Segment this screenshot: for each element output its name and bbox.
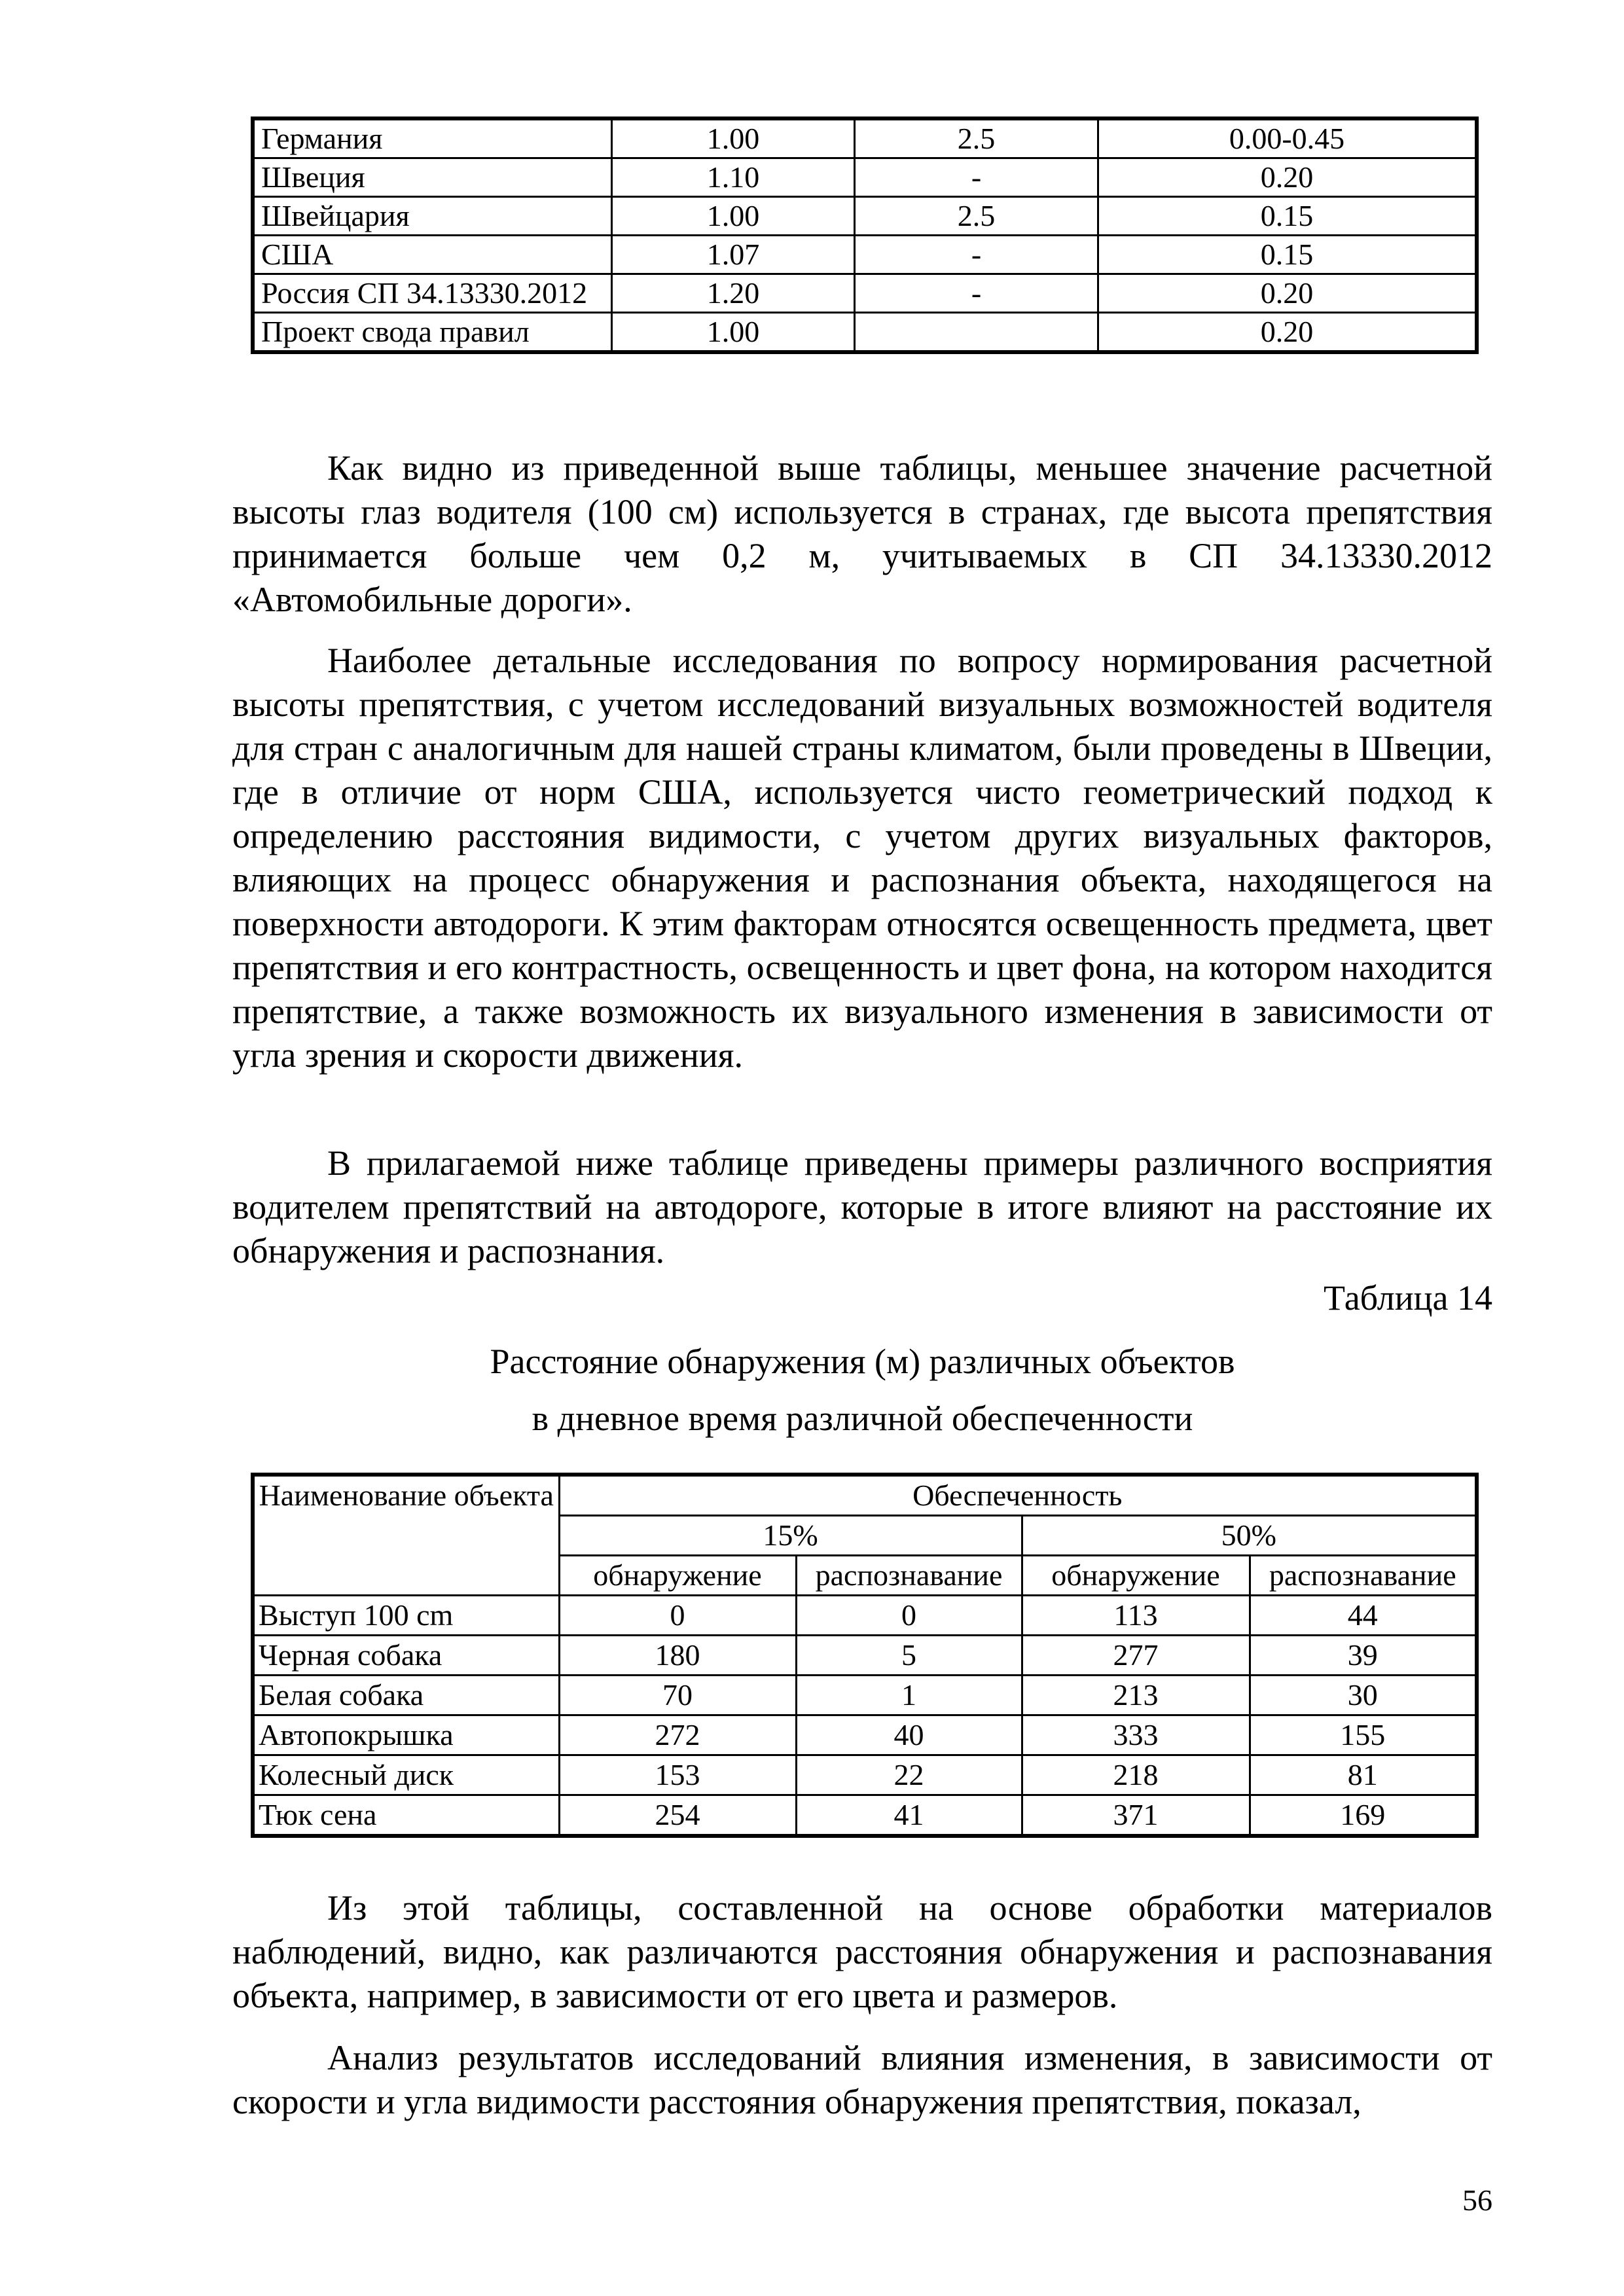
value-cell: 2.5 xyxy=(855,118,1098,158)
value-cell: 1.00 xyxy=(612,313,855,353)
value-cell: - xyxy=(855,158,1098,197)
value-cell: 41 xyxy=(796,1795,1022,1837)
column-header-group: Обеспеченность xyxy=(559,1475,1477,1516)
column-header-recog: распознавание xyxy=(1250,1556,1477,1596)
value-cell: 213 xyxy=(1022,1676,1250,1715)
value-cell: 333 xyxy=(1022,1715,1250,1755)
table-caption-line-2: в дневное время различной обеспеченности xyxy=(532,1399,1193,1438)
value-cell: 277 xyxy=(1022,1636,1250,1676)
paragraph-5: Анализ результатов исследований влияния изменения, в зависимости от скорости и угла видимости расстояния обнаружения препятствия, показал, xyxy=(232,2038,1492,2121)
value-cell: 1.07 xyxy=(612,236,855,274)
object-name: Тюк сена xyxy=(253,1795,559,1837)
value-cell: 0.15 xyxy=(1098,197,1477,236)
value-cell: 1.00 xyxy=(612,118,855,158)
object-name: Выступ 100 cm xyxy=(253,1596,559,1636)
country-cell: Германия xyxy=(253,118,612,158)
paragraph-1: Как видно из приведенной выше таблицы, меньшее значение расчетной высоты глаз водителя (100 см) используется в странах, где высота препятствия принимается больше чем 0,2 м, учитываемых в СП 34.13330.2012 «Автомобильные дороги». xyxy=(232,448,1492,619)
table-row xyxy=(253,1636,1477,1676)
value-cell: 153 xyxy=(559,1755,796,1795)
table-row xyxy=(253,158,1477,197)
table-row xyxy=(253,313,1477,353)
value-cell: 22 xyxy=(796,1755,1022,1795)
value-cell: 155 xyxy=(1250,1715,1477,1755)
paragraph-4: Из этой таблицы, составленной на основе обработки материалов наблюдений, видно, как различаются расстояния обнаружения и распознавания объекта, например, в зависимости от его цвета и размеров. xyxy=(232,1888,1492,2015)
value-cell: 0 xyxy=(559,1596,796,1636)
value-cell xyxy=(855,313,1098,353)
object-name: Автопокрышка xyxy=(253,1715,559,1755)
paragraph-2: Наиболее детальные исследования по вопросу нормирования расчетной высоты препятствия, с учетом исследований визуальных возможностей водителя для стран с аналогичным для нашей страны климатом, были проведены в Швеции, где в отличие от норм США, используется чисто геометрический подход к определению расстояния видимости, с учетом других визуальных факторов, влияющих на процесс обнаружения и распознания объекта, находящегося на поверхности автодороги. К этим факторам относятся освещенность предмета, цвет препятствия и его контрастность, освещенность и цвет фона, на котором находится препятствие, а также возможность их визуального изменения в зависимости от угла зрения и скорости движения. xyxy=(232,641,1492,1075)
value-cell: 0.20 xyxy=(1098,274,1477,313)
paragraph-3: В прилагаемой ниже таблице приведены примеры различного восприятия водителем препятствий на автодороге, которые в итоге влияют на расстояние их обнаружения и распознания. xyxy=(232,1143,1492,1270)
value-cell: 81 xyxy=(1250,1755,1477,1795)
standards-table xyxy=(251,117,1479,354)
table-row xyxy=(253,1755,1477,1795)
value-cell: 40 xyxy=(796,1715,1022,1755)
value-cell: 0.15 xyxy=(1098,236,1477,274)
column-header-detect: обнаружение xyxy=(559,1556,796,1596)
value-cell: 30 xyxy=(1250,1676,1477,1715)
table-row xyxy=(253,1795,1477,1837)
value-cell: 0 xyxy=(796,1596,1022,1636)
country-cell: Проект свода правил xyxy=(253,313,612,353)
table-row xyxy=(253,236,1477,274)
value-cell: 70 xyxy=(559,1676,796,1715)
table-row xyxy=(253,1715,1477,1755)
value-cell: 254 xyxy=(559,1795,796,1837)
column-header-15: 15% xyxy=(559,1516,1022,1556)
table-row xyxy=(253,1596,1477,1636)
country-cell: Россия СП 34.13330.2012 xyxy=(253,274,612,313)
value-cell: 1 xyxy=(796,1676,1022,1715)
object-name: Черная собака xyxy=(253,1636,559,1676)
value-cell: - xyxy=(855,274,1098,313)
value-cell: 272 xyxy=(559,1715,796,1755)
column-header-50: 50% xyxy=(1022,1516,1477,1556)
value-cell: 218 xyxy=(1022,1755,1250,1795)
value-cell: 1.10 xyxy=(612,158,855,197)
table-label: Таблица 14 xyxy=(1324,1278,1492,1318)
country-cell: Швеция xyxy=(253,158,612,197)
table-row xyxy=(253,1676,1477,1715)
page-number: 56 xyxy=(1462,2183,1492,2217)
value-cell: 169 xyxy=(1250,1795,1477,1837)
object-name: Колесный диск xyxy=(253,1755,559,1795)
value-cell: 39 xyxy=(1250,1636,1477,1676)
value-cell: 371 xyxy=(1022,1795,1250,1837)
value-cell: 0.20 xyxy=(1098,158,1477,197)
table-caption-line-1: Расстояние обнаружения (м) различных объектов xyxy=(490,1342,1235,1381)
value-cell: 113 xyxy=(1022,1596,1250,1636)
column-header-recog: распознавание xyxy=(796,1556,1022,1596)
value-cell: - xyxy=(855,236,1098,274)
country-cell: Швейцария xyxy=(253,197,612,236)
object-name: Белая собака xyxy=(253,1676,559,1715)
value-cell: 0.20 xyxy=(1098,313,1477,353)
value-cell: 1.00 xyxy=(612,197,855,236)
column-header-detect: обнаружение xyxy=(1022,1556,1250,1596)
value-cell: 2.5 xyxy=(855,197,1098,236)
value-cell: 180 xyxy=(559,1636,796,1676)
value-cell: 5 xyxy=(796,1636,1022,1676)
value-cell: 44 xyxy=(1250,1596,1477,1636)
detection-table xyxy=(251,1473,1479,1838)
value-cell: 1.20 xyxy=(612,274,855,313)
table-row xyxy=(253,118,1477,158)
table-row xyxy=(253,197,1477,236)
value-cell: 0.00-0.45 xyxy=(1098,118,1477,158)
header-row xyxy=(253,1475,1477,1516)
table-row xyxy=(253,274,1477,313)
country-cell: США xyxy=(253,236,612,274)
column-header-object: Наименование объекта xyxy=(253,1475,559,1596)
